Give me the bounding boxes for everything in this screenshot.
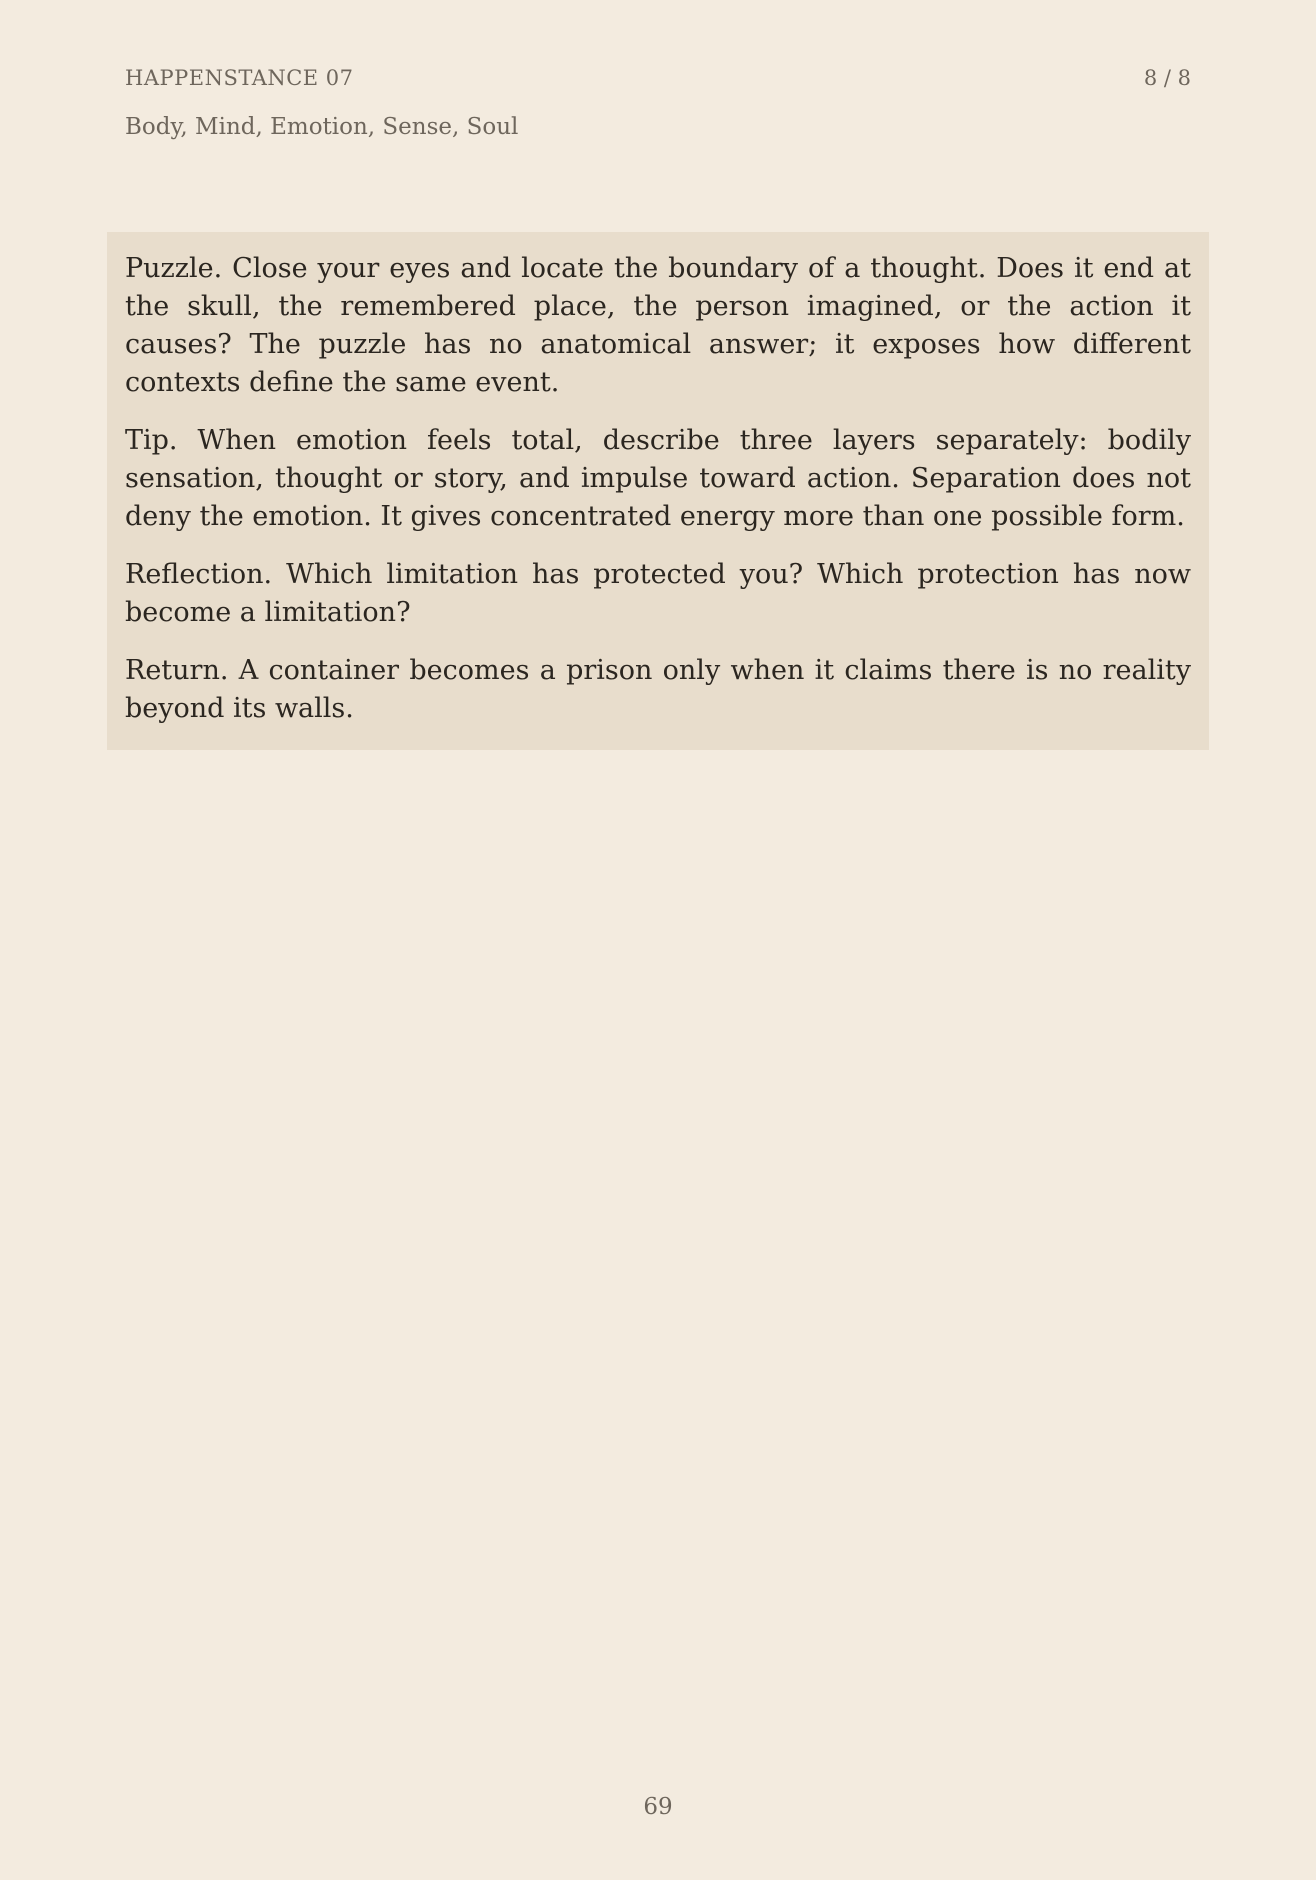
page-number: 69 bbox=[643, 1794, 673, 1820]
page-count: 8 / 8 bbox=[1143, 66, 1191, 90]
section-subtitle: Body, Mind, Emotion, Sense, Soul bbox=[125, 114, 519, 140]
paragraph-puzzle: Puzzle. Close your eyes and locate the boundary of a thought. Does it end at the skull, the remembered place, the person imagined, or the action it causes? The puzzle has no anatomical answer; it exposes how different contexts define the same event. bbox=[125, 253, 1191, 398]
paragraph-tip: Tip. When emotion feels total, describe three layers separately: bodily sensation, thought or story, and impulse toward action. Separation does not deny the emotion. It gives concentrated energy more than one possible form. bbox=[125, 425, 1191, 532]
content-box bbox=[107, 232, 1209, 750]
paragraph-reflection: Reflection. Which limitation has protected you? Which protection has now become a limitation? bbox=[125, 559, 1191, 628]
series-title: HAPPENSTANCE 07 bbox=[125, 66, 354, 90]
paragraph-return: Return. A container becomes a prison only when it claims there is no reality beyond its walls. bbox=[125, 655, 1191, 724]
